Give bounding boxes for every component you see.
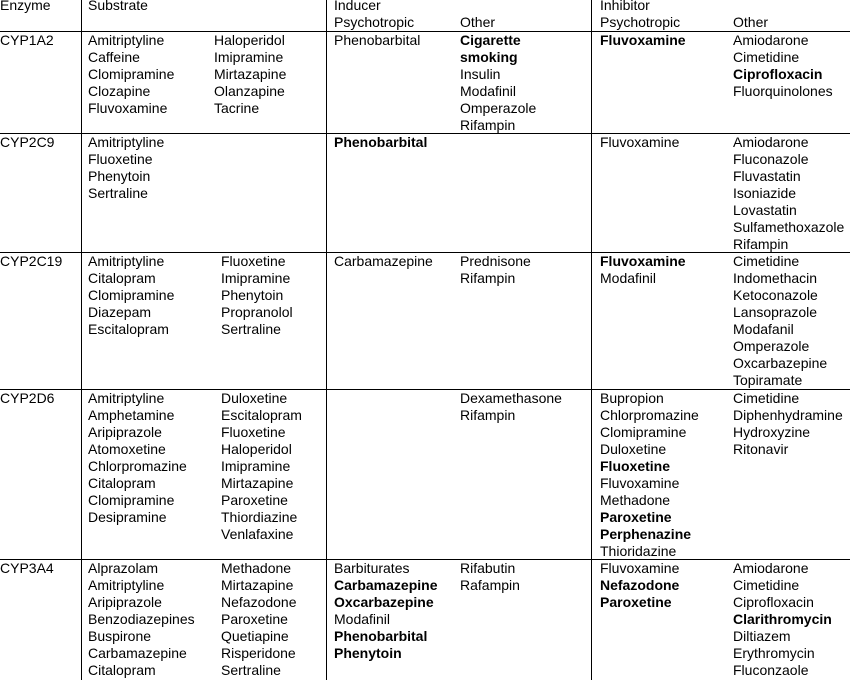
substrate-item: Amitriptyline	[88, 253, 165, 269]
inducer-psychotropic-item: Phenobarbital	[334, 134, 428, 150]
inhibitor-psychotropic-item: Duloxetine	[600, 441, 667, 457]
inhibitor-other-item: Lansoprazole	[733, 304, 818, 320]
substrate-item: Phenytoin	[88, 168, 151, 184]
inhibitor-other-item: Cimetidine	[733, 49, 800, 65]
inhibitor-other-item: Lovastatin	[733, 202, 797, 218]
substrate-item: Citalopram	[88, 475, 156, 491]
substrate-item: Olanzapine	[214, 83, 285, 99]
column-divider	[81, 0, 82, 680]
substrate-item: Mirtazapine	[221, 475, 294, 491]
inhibitor-other-item: Topiramate	[733, 372, 803, 388]
inhibitor-other-item: Amiodarone	[733, 134, 809, 150]
inducer-other-item: Dexamethasone	[460, 390, 562, 406]
header-inducer: Inducer	[334, 0, 381, 13]
inhibitor-other-item: Ketoconazole	[733, 287, 818, 303]
inducer-other-item: Rifabutin	[460, 560, 516, 576]
substrate-item: Amitriptyline	[88, 577, 165, 593]
inducer-other-item: Rafampin	[460, 577, 520, 593]
inhibitor-other-item: Sulfamethoxazole	[733, 219, 845, 235]
substrate-item: Benzodiazepines	[88, 611, 195, 627]
inhibitor-other-item: Oxcarbazepine	[733, 355, 828, 371]
inhibitor-other-item: Ritonavir	[733, 441, 789, 457]
inducer-other-item: Insulin	[460, 66, 501, 82]
substrate-item: Phenytoin	[221, 287, 284, 303]
inducer-other-item: Modafinil	[460, 83, 517, 99]
enzyme-name: CYP3A4	[0, 560, 54, 576]
inhibitor-other-item: Hydroxyzine	[733, 424, 811, 440]
inducer-psychotropic-item: Oxcarbazepine	[334, 594, 434, 610]
inhibitor-psychotropic-item: Bupropion	[600, 390, 664, 406]
substrate-item: Clomipramine	[88, 287, 175, 303]
inhibitor-other-item: Indomethacin	[733, 270, 818, 286]
substrate-item: Diazepam	[88, 304, 152, 320]
inducer-other-item: Rifampin	[460, 407, 516, 423]
header-inducer-other: Other	[460, 14, 496, 30]
inhibitor-other-item: Cimetidine	[733, 390, 800, 406]
inhibitor-other-item: Fluorquinolones	[733, 83, 833, 99]
inhibitor-psychotropic-item: Thioridazine	[600, 543, 677, 559]
inhibitor-other-item: Isoniazide	[733, 185, 797, 201]
inhibitor-psychotropic-item: Fluvoxamine	[600, 560, 680, 576]
inhibitor-other-item: Fluconzaole	[733, 662, 809, 678]
enzyme-name: CYP1A2	[0, 32, 54, 48]
inhibitor-psychotropic-item: Fluvoxamine	[600, 253, 686, 269]
inhibitor-other-item: Modafanil	[733, 321, 794, 337]
substrate-item: Desipramine	[88, 509, 167, 525]
inhibitor-other-item: Clarithromycin	[733, 611, 832, 627]
substrate-item: Amphetamine	[88, 407, 175, 423]
inducer-psychotropic-item: Phenobarbital	[334, 628, 428, 644]
substrate-item: Escitalopram	[88, 321, 169, 337]
substrate-item: Citalopram	[88, 270, 156, 286]
substrate-item: Nefazodone	[221, 594, 297, 610]
inhibitor-other-item: Amiodarone	[733, 32, 809, 48]
substrate-item: Amitriptyline	[88, 32, 165, 48]
inhibitor-psychotropic-item: Perphenazine	[600, 526, 692, 542]
inhibitor-psychotropic-item: Nefazodone	[600, 577, 680, 593]
header-substrate: Substrate	[88, 0, 148, 13]
inducer-other-item: Omperazole	[460, 100, 537, 116]
header-inhibitor-psychotropic: Psychotropic	[600, 14, 681, 30]
substrate-item: Fluoxetine	[88, 151, 153, 167]
inhibitor-other-item: Ciprofloxacin	[733, 594, 814, 610]
header-inducer-psychotropic: Psychotropic	[334, 14, 415, 30]
substrate-item: Aripiprazole	[88, 594, 162, 610]
inducer-psychotropic-item: Carbamazepine	[334, 577, 438, 593]
substrate-item: Amitriptyline	[88, 390, 165, 406]
header-enzyme: Enzyme	[0, 0, 51, 13]
substrate-item: Carbamazepine	[88, 645, 187, 661]
inducer-psychotropic-item: Modafinil	[334, 611, 391, 627]
inhibitor-psychotropic-item: Fluvoxamine	[600, 475, 680, 491]
substrate-item: Fluoxetine	[221, 253, 286, 269]
substrate-item: Risperidone	[221, 645, 296, 661]
inducer-psychotropic-item: Carbamazepine	[334, 253, 433, 269]
substrate-item: Imipramine	[221, 270, 291, 286]
inhibitor-other-item: Amiodarone	[733, 560, 809, 576]
inhibitor-other-item: Diltiazem	[733, 628, 791, 644]
substrate-item: Fluvoxamine	[88, 100, 168, 116]
inhibitor-other-item: Diphenhydramine	[733, 407, 843, 423]
inhibitor-other-item: Ciprofloxacin	[733, 66, 823, 82]
substrate-item: Sertraline	[88, 185, 148, 201]
substrate-item: Tacrine	[214, 100, 260, 116]
substrate-item: Imipramine	[214, 49, 284, 65]
inhibitor-psychotropic-item: Chlorpromazine	[600, 407, 699, 423]
inhibitor-other-item: Cimetidine	[733, 253, 800, 269]
substrate-item: Mirtazapine	[214, 66, 287, 82]
inhibitor-other-item: Cimetidine	[733, 577, 800, 593]
substrate-item: Paroxetine	[221, 492, 288, 508]
enzyme-name: CYP2C19	[0, 253, 63, 269]
column-divider	[326, 0, 327, 680]
inhibitor-psychotropic-item: Fluoxetine	[600, 458, 671, 474]
inducer-other-item: Rifampin	[460, 270, 516, 286]
substrate-item: Escitalopram	[221, 407, 302, 423]
inducer-other-item: smoking	[460, 49, 518, 65]
inducer-other-item: Prednisone	[460, 253, 531, 269]
substrate-item: Clozapine	[88, 83, 151, 99]
enzyme-name: CYP2D6	[0, 390, 55, 406]
inhibitor-other-item: Omperazole	[733, 338, 810, 354]
substrate-item: Propranolol	[221, 304, 293, 320]
inhibitor-psychotropic-item: Modafinil	[600, 270, 657, 286]
inhibitor-psychotropic-item: Fluvoxamine	[600, 134, 680, 150]
substrate-item: Duloxetine	[221, 390, 288, 406]
inhibitor-psychotropic-item: Methadone	[600, 492, 671, 508]
substrate-item: Quetiapine	[221, 628, 289, 644]
enzyme-name: CYP2C9	[0, 134, 55, 150]
substrate-item: Alprazolam	[88, 560, 159, 576]
inducer-psychotropic-item: Phenobarbital	[334, 32, 421, 48]
substrate-item: Fluoxetine	[221, 424, 286, 440]
inhibitor-other-item: Erythromycin	[733, 645, 815, 661]
inhibitor-psychotropic-item: Paroxetine	[600, 594, 672, 610]
substrate-item: Clomipramine	[88, 492, 175, 508]
inhibitor-other-item: Rifampin	[733, 236, 789, 252]
substrate-item: Sertraline	[221, 662, 281, 678]
substrate-item: Imipramine	[221, 458, 291, 474]
inhibitor-psychotropic-item: Fluvoxamine	[600, 32, 686, 48]
substrate-item: Citalopram	[88, 662, 156, 678]
substrate-item: Buspirone	[88, 628, 152, 644]
substrate-item: Sertraline	[221, 321, 281, 337]
substrate-item: Amitriptyline	[88, 134, 165, 150]
substrate-item: Paroxetine	[221, 611, 288, 627]
substrate-item: Methadone	[221, 560, 292, 576]
inducer-psychotropic-item: Phenytoin	[334, 645, 402, 661]
column-divider	[591, 0, 592, 680]
substrate-item: Haloperidol	[214, 32, 285, 48]
header-inhibitor: Inhibitor	[600, 0, 650, 13]
substrate-item: Venlafaxine	[221, 526, 294, 542]
inhibitor-other-item: Fluvastatin	[733, 168, 801, 184]
substrate-item: Mirtazapine	[221, 577, 294, 593]
substrate-item: Caffeine	[88, 49, 140, 65]
substrate-item: Chlorpromazine	[88, 458, 187, 474]
inhibitor-psychotropic-item: Clomipramine	[600, 424, 687, 440]
substrate-item: Clomipramine	[88, 66, 175, 82]
substrate-item: Atomoxetine	[88, 441, 166, 457]
header-inhibitor-other: Other	[733, 14, 769, 30]
inducer-other-item: Cigarette	[460, 32, 521, 48]
inhibitor-other-item: Fluconazole	[733, 151, 809, 167]
substrate-item: Thiordiazine	[221, 509, 298, 525]
inducer-other-item: Rifampin	[460, 117, 516, 133]
substrate-item: Aripiprazole	[88, 424, 162, 440]
inhibitor-psychotropic-item: Paroxetine	[600, 509, 672, 525]
inducer-psychotropic-item: Barbiturates	[334, 560, 410, 576]
substrate-item: Haloperidol	[221, 441, 292, 457]
